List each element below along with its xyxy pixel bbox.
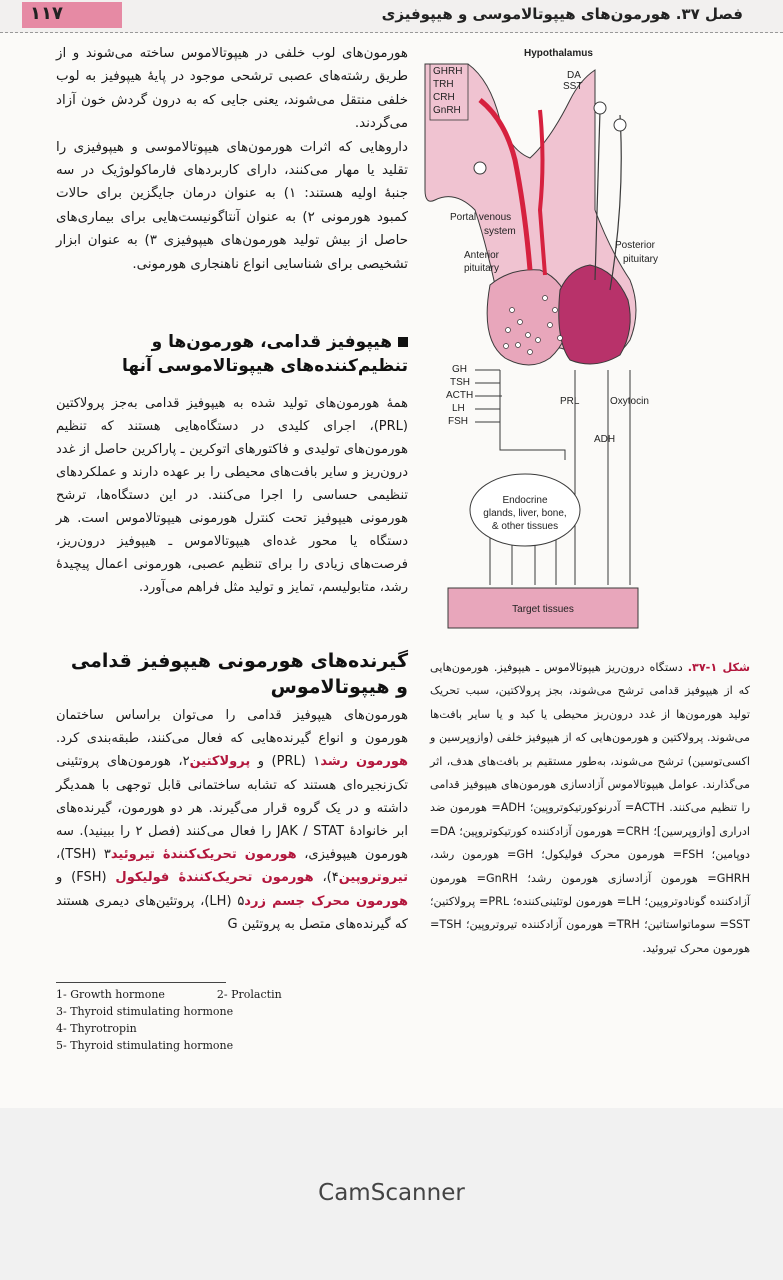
footnote-1: 1- Growth hormone [56,988,165,1001]
intro-text [56,42,408,276]
label-lh: LH [452,403,465,414]
label-ghrh: GHRH [433,66,463,77]
label-portal-1: Portal venous [450,212,512,223]
section-heading-text: هیپوفیز قدامی، هورمون‌ها و تنظیم‌کننده‌های هیپوتالاموسی آنها [121,332,408,376]
figure-caption [430,656,750,960]
term-highlight: هورمون محرک جسم زرد [244,893,408,909]
figure-caption-text: دستگاه درون‌ریز هیپوتالاموس ـ هیپوفیز. هورمون‌هایی که از هیپوفیز قدامی ترشح می‌شوند، بجز پرولاکتین، سبب تحریک تولید هورمون‌ها از غدد درون‌ریز محیطی یا کبد و یا سایر بافت‌ها می‌شوند. پرولاکتین و هورمون‌هایی که از هیپوفیز خلفی (وازوپرسین و اکسی‌توسین) ترشح می‌شوند، به‌طور مستقیم بر بافت‌های هدف، اثر می‌گذارند. عوامل هیپوتالاموس آزادسازی هورمون‌های هیپوفیز قدامی را تنظیم می‌کنند. ACTH= آدرنوکورتیکوتروپین؛ ADH= هورمون ضد ادراری [وازوپرسین]؛ CRH= هورمون آزادکننده کورتیکوتروپین؛ DA= دوپامین؛ FSH= هورمون محرک فولیکول؛ GH= هورمون رشد، GHRH= هورمون آزادسازی هورمون رشد؛ GnRH= هورمون آزادکننده گونادوتروپین؛ LH= هورمون لوتئینی‌کننده؛ PRL= پرولاکتین؛ SST= سوماتواستاتین؛ TRH= هورمون آزادکننده تیروتروپین؛ TSH= هورمون محرک تیروئید. [430,661,751,955]
body-text: (FSH) و [56,870,116,886]
label-hypothalamus: Hypothalamus [524,48,593,59]
label-trh: TRH [433,79,454,90]
body-text: ۵ (LH)، پروتئین‌های دیمری هستند که گیرنده‌های متصل به پروتئین G [56,893,408,932]
hypothalamus-pituitary-diagram [420,40,665,632]
term-highlight: هورمون تحریک‌کنندهٔ تیروئید [110,847,297,863]
chapter-title: فصل ۳۷. هورمون‌های هیپوتالاموسی و هیپوفیزی [381,5,743,23]
label-gh: GH [452,364,467,375]
body-text: ۲، هورمون‌های پروتئینی تک‌زنجیره‌ای هستند که تشابه ساختمانی قابل توجهی با همدیگر داشته و در یک گروه قرار می‌گیرند. هر دو هورمون، گیرنده‌های ابر خانوادهٔ JAK / STAT را فعال می‌کنند (فصل ۲ را ببینید). سه هورمون هیپوفیزی، [56,754,408,863]
label-posterior-1: Posterior [614,240,655,251]
footnote-line [56,986,416,1003]
label-endocrine-1: Endocrine [502,495,548,506]
term-highlight: تیروتروپین [338,870,408,886]
label-anterior-2: pituitary [464,263,500,274]
label-endocrine-3: & other tissues [491,521,559,532]
neuron-star-icon [594,102,606,114]
section-body: همهٔ هورمون‌های تولید شده به هیپوفیز قدامی به‌جز پرولاکتین (PRL)، اجرای کلیدی در دستگاه‌هایی هستند که تنظیم هورمون‌های تولیدی و فاکتورهای اتوکرین ـ پاراکرین حاصل از غدد درون‌ریز و سایر بافت‌های محیطی را بر عهده دارند و عملکردهای تنظیمی حساسی را اجرا می‌کنند. در این دستگاه‌ها، ترشح هورمونی هیپوفیز تحت کنترل هورمونی هیپوتالاموس است. هر دستگاه یا محور غده‌ای هیپوتالاموس ـ هیپوفیز درون‌ریز، فرصت‌های زیادی را برای تنظیم عصبی، هورمونی اعمال پیچیدهٔ رشد، متابولیسم، تمایز و تولید مثل فراهم می‌آورد. [56,396,408,595]
footnote-divider [56,982,226,983]
camscanner-brand: CamScanner [318,1180,465,1206]
plus-icon [474,162,486,174]
body-text: هورمون‌های هیپوفیز قدامی را می‌توان براساس ساختمان هورمون و انواع گیرنده‌هایی که فعال می‌کنند، طبقه‌بندی کرد. [56,708,408,747]
label-crh: CRH [433,92,455,103]
term-highlight: هورمون رشد [320,754,408,770]
label-tsh: TSH [450,377,470,388]
section-heading-receptors: گیرنده‌های هورمونی هیپوفیز قدامی و هیپوتالاموس [70,650,408,698]
term-highlight: پرولاکتین [189,754,251,770]
body-text: ۱ (PRL) و [250,754,321,770]
label-gnrh: GnRH [433,105,461,116]
intro-paragraph-1: هورمون‌های لوب خلفی در هیپوتالاموس ساخته می‌شوند و از طریق رشته‌های عصبی ترشحی موجود در پایهٔ هیپوفیز به لوب خلفی منتقل می‌شوند، یعنی جایی که به درون گردش خون آزاد می‌گردند. [56,46,408,132]
footnote-5: 5- Thyroid stimulating hormone [56,1039,234,1052]
label-acth: ACTH [446,390,474,401]
footnote-2: 2- Prolactin [216,988,282,1001]
page-number: ۱۱۷ [30,3,63,24]
neuron-star-icon [614,119,626,131]
hormone-arrows [475,370,630,585]
intro-paragraph-2: داروهایی که اثرات هورمون‌های هیپوتالاموسی و هیپوفیزی را تقلید یا مهار می‌کنند، دارای کاربردهای فارماکولوژیک در سه جنبهٔ اولیه هستند: ۱) به عنوان درمان جایگزین برای حالات کمبود هورمونی ۲) به عنوان آنتاگونیست‌هایی برای بیماری‌های حاصل از بیش تولید هورمون‌های هیپوفیزی ۳) به عنوان ابزار تشخیصی برای شناسایی انواع ناهنجاری هورمونی. [56,139,408,272]
label-posterior-2: pituitary [622,254,658,265]
label-fsh: FSH [448,416,468,427]
bullet-square-icon [398,337,408,347]
label-da: DA [567,70,581,81]
label-endocrine-2: glands, liver, bone, [483,508,567,519]
footnote-3: 3- Thyroid stimulating hormone [56,1005,234,1018]
section-body [56,704,408,936]
figure-caption-title: شکل ۱-۳۷. [687,661,751,674]
label-oxytocin: Oxytocin [610,396,649,407]
label-adh: ADH [594,434,616,445]
label-prl: PRL [560,396,580,407]
footnotes [56,986,416,1054]
footnote-4: 4- Thyrotropin [56,1022,137,1035]
label-target-tissues: Target tissues [512,604,574,615]
body-text: ۴)، [313,870,339,886]
body-text: ۳ (TSH)، [56,847,111,863]
label-sst: SST [563,81,583,92]
section-heading-anterior-pituitary [56,330,408,378]
label-anterior-1: Anterior [464,250,500,261]
label-portal-2: system [484,226,516,237]
term-highlight: هورمون تحریک‌کنندهٔ فولیکول [115,870,314,886]
